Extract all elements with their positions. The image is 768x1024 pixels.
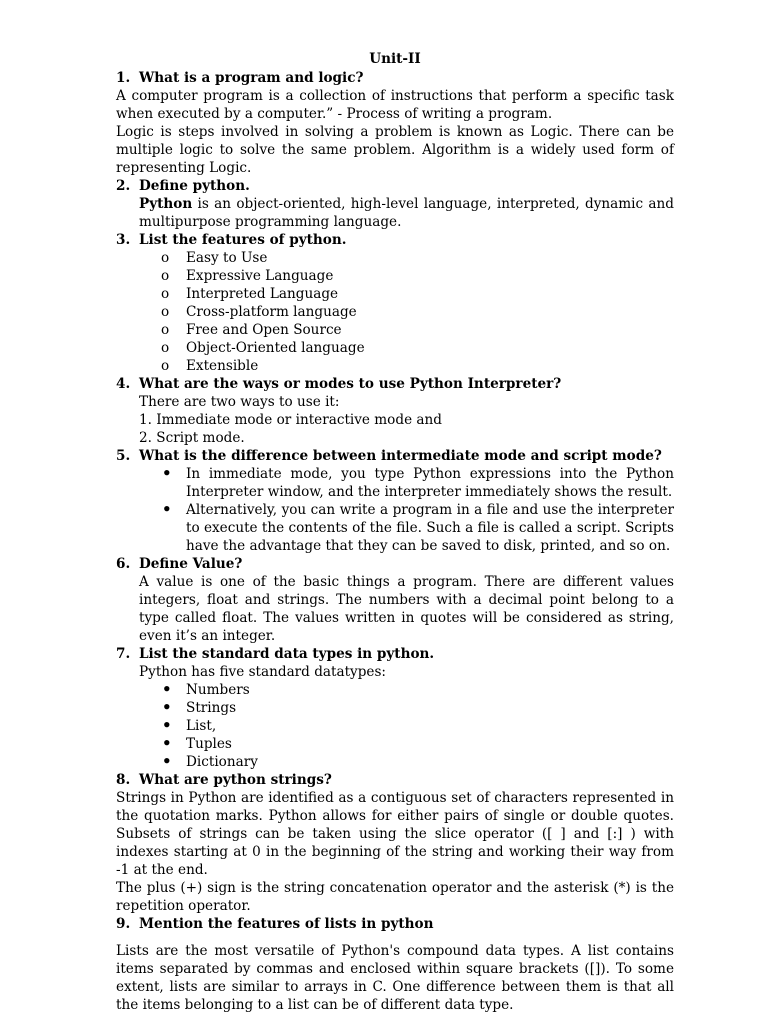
question-7 [116, 645, 674, 663]
question-text: Mention the features of lists in python [139, 916, 434, 932]
list-item: • Strings [186, 699, 674, 717]
question-number: 7. [116, 646, 131, 662]
question-number: 1. [116, 70, 131, 86]
list-item: • List, [186, 717, 674, 735]
question-number: 9. [116, 916, 131, 932]
list-item: o Free and Open Source [186, 321, 674, 339]
answer-paragraph: A value is one of the basic things a program. There are different values integers, float and strings. The numbers with a decimal point belong to a type called float. The values written in quotes will be considered as string, even it’s an integer. [139, 574, 674, 644]
question-text: List the features of python. [139, 232, 347, 248]
question-text: What is a program and logic? [139, 70, 364, 86]
document-page [116, 50, 674, 1014]
question-number: 8. [116, 772, 131, 788]
question-number: 3. [116, 232, 131, 248]
list-item: • Alternatively, you can write a program in a file and use the interpreter to execute the contents of the file. Such a file is called a script. Scripts have the advantage that they can be saved to disk, printed, and so on. [186, 501, 674, 555]
list-item: • Numbers [186, 681, 674, 699]
answer-paragraph: Lists are the most versatile of Python's compound data types. A list contains items separated by commas and enclosed within square brackets ([]). To some extent, lists are similar to arrays in C. One difference between them is that all the items belonging to a list can be of different data type. [116, 943, 674, 1013]
question-6 [116, 555, 674, 573]
list-item: o Cross-platform language [186, 303, 674, 321]
question-number: 4. [116, 376, 131, 392]
question-number: 2. [116, 178, 131, 194]
question-1 [116, 69, 674, 87]
answer-line: Python has five standard datatypes: [139, 664, 387, 680]
question-text: What are the ways or modes to use Python Interpreter? [139, 376, 562, 392]
question-text: List the standard data types in python. [139, 646, 435, 662]
question-8 [116, 771, 674, 789]
question-text: Define python. [139, 178, 250, 194]
list-item: o Object-Oriented language [186, 339, 674, 357]
question-number: 5. [116, 448, 131, 464]
question-3 [116, 231, 674, 249]
answer-paragraph: A computer program is a collection of instructions that perform a specific task when executed by a computer.” - Process of writing a program. [116, 88, 674, 122]
answer-line: There are two ways to use it: [139, 394, 340, 410]
question-text: What is the difference between intermediate mode and script mode? [139, 448, 662, 464]
answer-text: is an object-oriented, high-level language, interpreted, dynamic and multipurpose programming language. [139, 196, 674, 230]
list-item: o Interpreted Language [186, 285, 674, 303]
question-9 [116, 915, 674, 933]
answer-paragraph: Logic is steps involved in solving a problem is known as Logic. There can be multiple logic to solve the same problem. Algorithm is a widely used form of representing Logic. [116, 124, 674, 176]
question-text: Define Value? [139, 556, 243, 572]
question-5 [116, 447, 674, 465]
question-2 [116, 177, 674, 195]
spacer [116, 933, 674, 942]
bold-term: Python [139, 196, 193, 212]
datatypes-bullet-list [116, 681, 674, 771]
list-item: • In immediate mode, you type Python expressions into the Python Interpreter window, and the interpreter immediately shows the result. [186, 465, 674, 501]
answer-paragraph [116, 195, 674, 231]
question-text: What are python strings? [139, 772, 332, 788]
answer-paragraph: Strings in Python are identified as a contiguous set of characters represented in the quotation marks. Python allows for either pairs of single or double quotes. Subsets of strings can be taken using the slice operator ([ ] and [:] ) with indexes starting at 0 in the beginning of the string and working their way from -1 at the end. [116, 790, 674, 878]
modes-bullet-list [116, 465, 674, 555]
question-number: 6. [116, 556, 131, 572]
list-item: o Easy to Use [186, 249, 674, 267]
list-item: • Tuples [186, 735, 674, 753]
page-title: Unit-II [369, 51, 421, 67]
list-item: o Extensible [186, 357, 674, 375]
list-item: o Expressive Language [186, 267, 674, 285]
answer-line: 2. Script mode. [139, 430, 245, 446]
answer-paragraph: The plus (+) sign is the string concatenation operator and the asterisk (*) is the repetition operator. [116, 880, 674, 914]
list-item: • Dictionary [186, 753, 674, 771]
features-list [116, 249, 674, 375]
answer-line: 1. Immediate mode or interactive mode and [139, 412, 442, 428]
question-4 [116, 375, 674, 393]
